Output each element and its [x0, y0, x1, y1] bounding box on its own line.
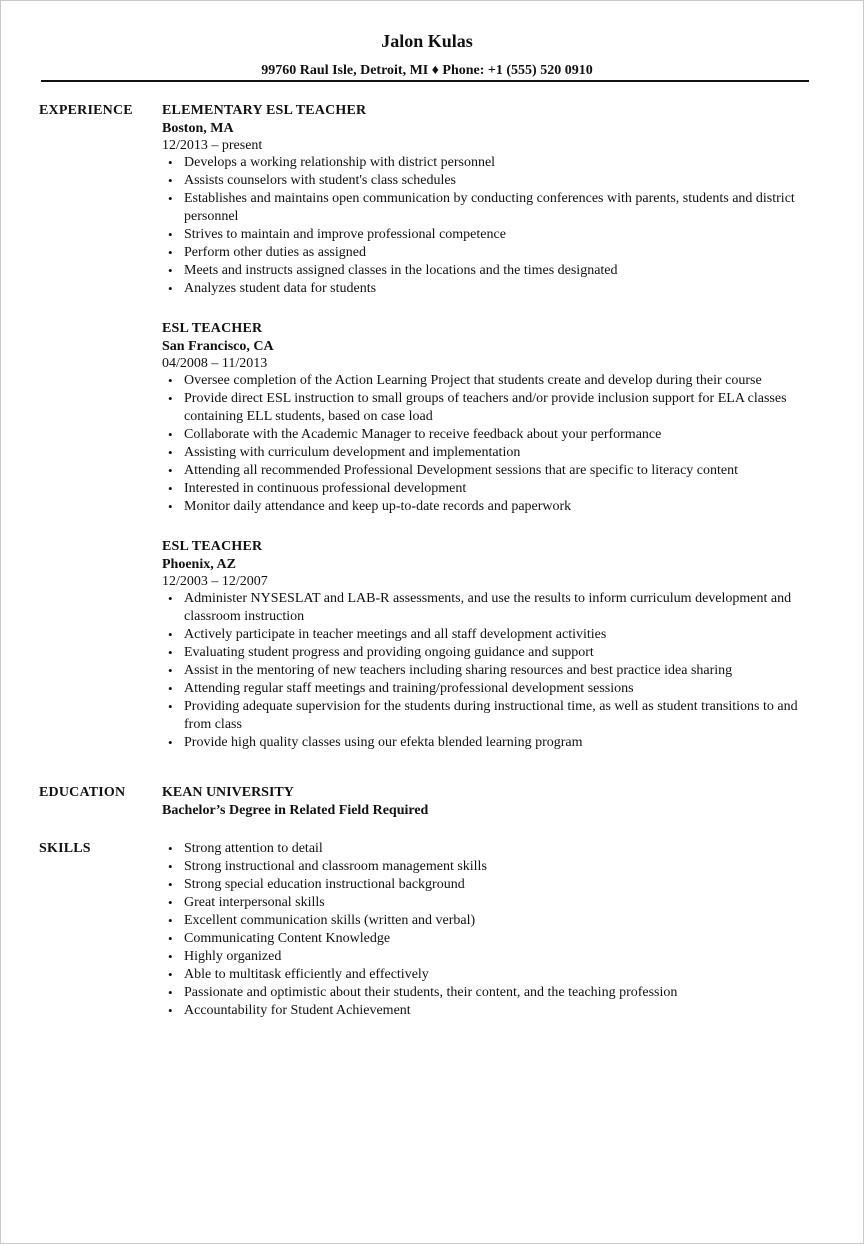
list-item: • Assists counselors with student's class schedules — [162, 172, 822, 190]
job-entry — [162, 320, 822, 516]
list-item: • Provide direct ESL instruction to small groups of teachers and/or provide inclusion support for ELA classes containing ELL students, based on case load — [162, 390, 822, 426]
job-location: San Francisco, CA — [162, 339, 274, 354]
job-bullets — [162, 154, 822, 298]
job-dates: 04/2008 – 11/2013 — [162, 356, 268, 371]
list-item: • Administer NYSESLAT and LAB-R assessments, and use the results to inform curriculum development and classroom instruction — [162, 590, 822, 626]
job-entry — [162, 102, 822, 298]
job-title: ELEMENTARY ESL TEACHER — [162, 103, 367, 118]
list-item: • Perform other duties as assigned — [162, 244, 822, 262]
list-item: • Communicating Content Knowledge — [162, 930, 822, 948]
list-item: • Strong attention to detail — [162, 840, 822, 858]
list-item: • Strong instructional and classroom management skills — [162, 858, 822, 876]
list-item: • Accountability for Student Achievement — [162, 1002, 822, 1020]
job-entry — [162, 538, 822, 752]
list-item: • Strives to maintain and improve professional competence — [162, 226, 822, 244]
contact-line: 99760 Raul Isle, Detroit, MI ♦ Phone: +1 (555) 520 0910 — [261, 63, 593, 78]
list-item: • Strong special education instructional background — [162, 876, 822, 894]
list-item: • Collaborate with the Academic Manager to receive feedback about your performance — [162, 426, 822, 444]
skills-body — [162, 840, 822, 1020]
list-item: • Establishes and maintains open communication by conducting conferences with parents, students and district personnel — [162, 190, 822, 226]
list-item: • Passionate and optimistic about their students, their content, and the teaching profession — [162, 984, 822, 1002]
candidate-name: Jalon Kulas — [381, 31, 473, 51]
section-heading-education: EDUCATION — [39, 785, 126, 800]
section-heading-experience: EXPERIENCE — [39, 103, 133, 118]
experience-list — [162, 102, 822, 774]
list-item: • Oversee completion of the Action Learning Project that students create and develop during their course — [162, 372, 822, 390]
job-location: Boston, MA — [162, 121, 234, 136]
degree: Bachelor’s Degree in Related Field Required — [162, 803, 429, 818]
list-item: • Excellent communication skills (written and verbal) — [162, 912, 822, 930]
list-item: • Analyzes student data for students — [162, 280, 822, 298]
job-dates: 12/2003 – 12/2007 — [162, 574, 268, 589]
job-title: ESL TEACHER — [162, 321, 263, 336]
list-item: • Providing adequate supervision for the students during instructional time, as well as student transitions to and from class — [162, 698, 822, 734]
list-item: • Attending regular staff meetings and training/professional development sessions — [162, 680, 822, 698]
job-location: Phoenix, AZ — [162, 557, 236, 572]
list-item: • Develops a working relationship with district personnel — [162, 154, 822, 172]
list-item: • Attending all recommended Professional Development sessions that are specific to literacy content — [162, 462, 822, 480]
section-heading-skills: SKILLS — [39, 841, 91, 856]
list-item: • Monitor daily attendance and keep up-to-date records and paperwork — [162, 498, 822, 516]
school-name: KEAN UNIVERSITY — [162, 785, 294, 800]
job-dates: 12/2013 – present — [162, 138, 263, 153]
list-item: • Evaluating student progress and providing ongoing guidance and support — [162, 644, 822, 662]
list-item: • Provide high quality classes using our efekta blended learning program — [162, 734, 822, 752]
list-item: • Assist in the mentoring of new teachers including sharing resources and best practice idea sharing — [162, 662, 822, 680]
list-item: • Actively participate in teacher meetings and all staff development activities — [162, 626, 822, 644]
job-bullets — [162, 372, 822, 516]
job-title: ESL TEACHER — [162, 539, 263, 554]
list-item: • Able to multitask efficiently and effectively — [162, 966, 822, 984]
skills-list — [162, 840, 822, 1020]
list-item: • Meets and instructs assigned classes in the locations and the times designated — [162, 262, 822, 280]
education-body — [162, 784, 822, 820]
list-item: • Assisting with curriculum development and implementation — [162, 444, 822, 462]
list-item: • Interested in continuous professional development — [162, 480, 822, 498]
job-bullets — [162, 590, 822, 752]
header-divider — [41, 80, 809, 82]
list-item: • Great interpersonal skills — [162, 894, 822, 912]
list-item: • Highly organized — [162, 948, 822, 966]
